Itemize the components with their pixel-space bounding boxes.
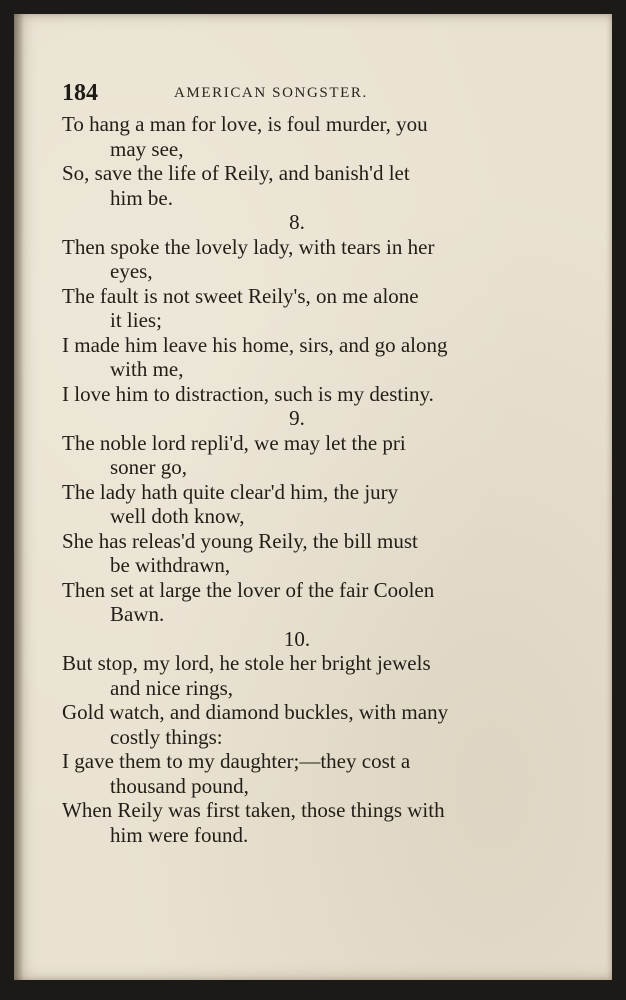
continuation-line: with me, <box>110 357 184 381</box>
verse-number: 9. <box>289 406 305 430</box>
text-line: The fault is not sweet Reily's, on me alone <box>62 283 419 308</box>
text-line: Then spoke the lovely lady, with tears in her <box>62 234 435 259</box>
text-line: Gold watch, and diamond buckles, with many <box>62 700 449 724</box>
continuation-line: it lies; <box>110 308 162 332</box>
text-line: The lady hath quite clear'd him, the jury <box>62 479 399 504</box>
verse-number: 8. <box>289 210 305 234</box>
page-header <box>62 80 532 110</box>
text-line: She has releas'd young Reily, the bill must <box>62 528 418 553</box>
text-line: I gave them to my daughter;—they cost a <box>62 749 411 773</box>
running-title: AMERICAN SONGSTER. <box>174 85 368 101</box>
page-gutter-shadow <box>14 14 24 980</box>
text-line: I made him leave his home, sirs, and go along <box>62 332 448 357</box>
continuation-line: eyes, <box>110 259 153 283</box>
text-line: When Reily was first taken, those things with <box>62 798 445 822</box>
text-line: The noble lord repli'd, we may let the pri <box>62 430 406 455</box>
continuation-line: costly things: <box>110 724 223 749</box>
continuation-line: thousand pound, <box>110 773 249 798</box>
verse-number: 10. <box>283 626 311 651</box>
text-line: But stop, my lord, he stole her bright jewels <box>62 651 431 675</box>
continuation-line: him be. <box>110 185 173 210</box>
continuation-line: well doth know, <box>110 504 245 528</box>
song-text <box>62 112 532 847</box>
text-line: Then set at large the lover of the fair Coolen <box>62 577 435 602</box>
text-line: I love him to distraction, such is my destiny. <box>62 381 434 406</box>
continuation-line: and nice rings, <box>110 675 234 700</box>
text-line: So, save the life of Reily, and banish'd let <box>62 161 410 185</box>
continuation-line: him were found. <box>110 822 249 847</box>
page-number: 184 <box>62 80 98 106</box>
continuation-line: may see, <box>110 136 184 161</box>
continuation-line: be withdrawn, <box>110 553 231 577</box>
continuation-line: Bawn. <box>110 602 165 626</box>
text-line: To hang a man for love, is foul murder, you <box>62 112 428 136</box>
continuation-line: soner go, <box>110 455 187 479</box>
